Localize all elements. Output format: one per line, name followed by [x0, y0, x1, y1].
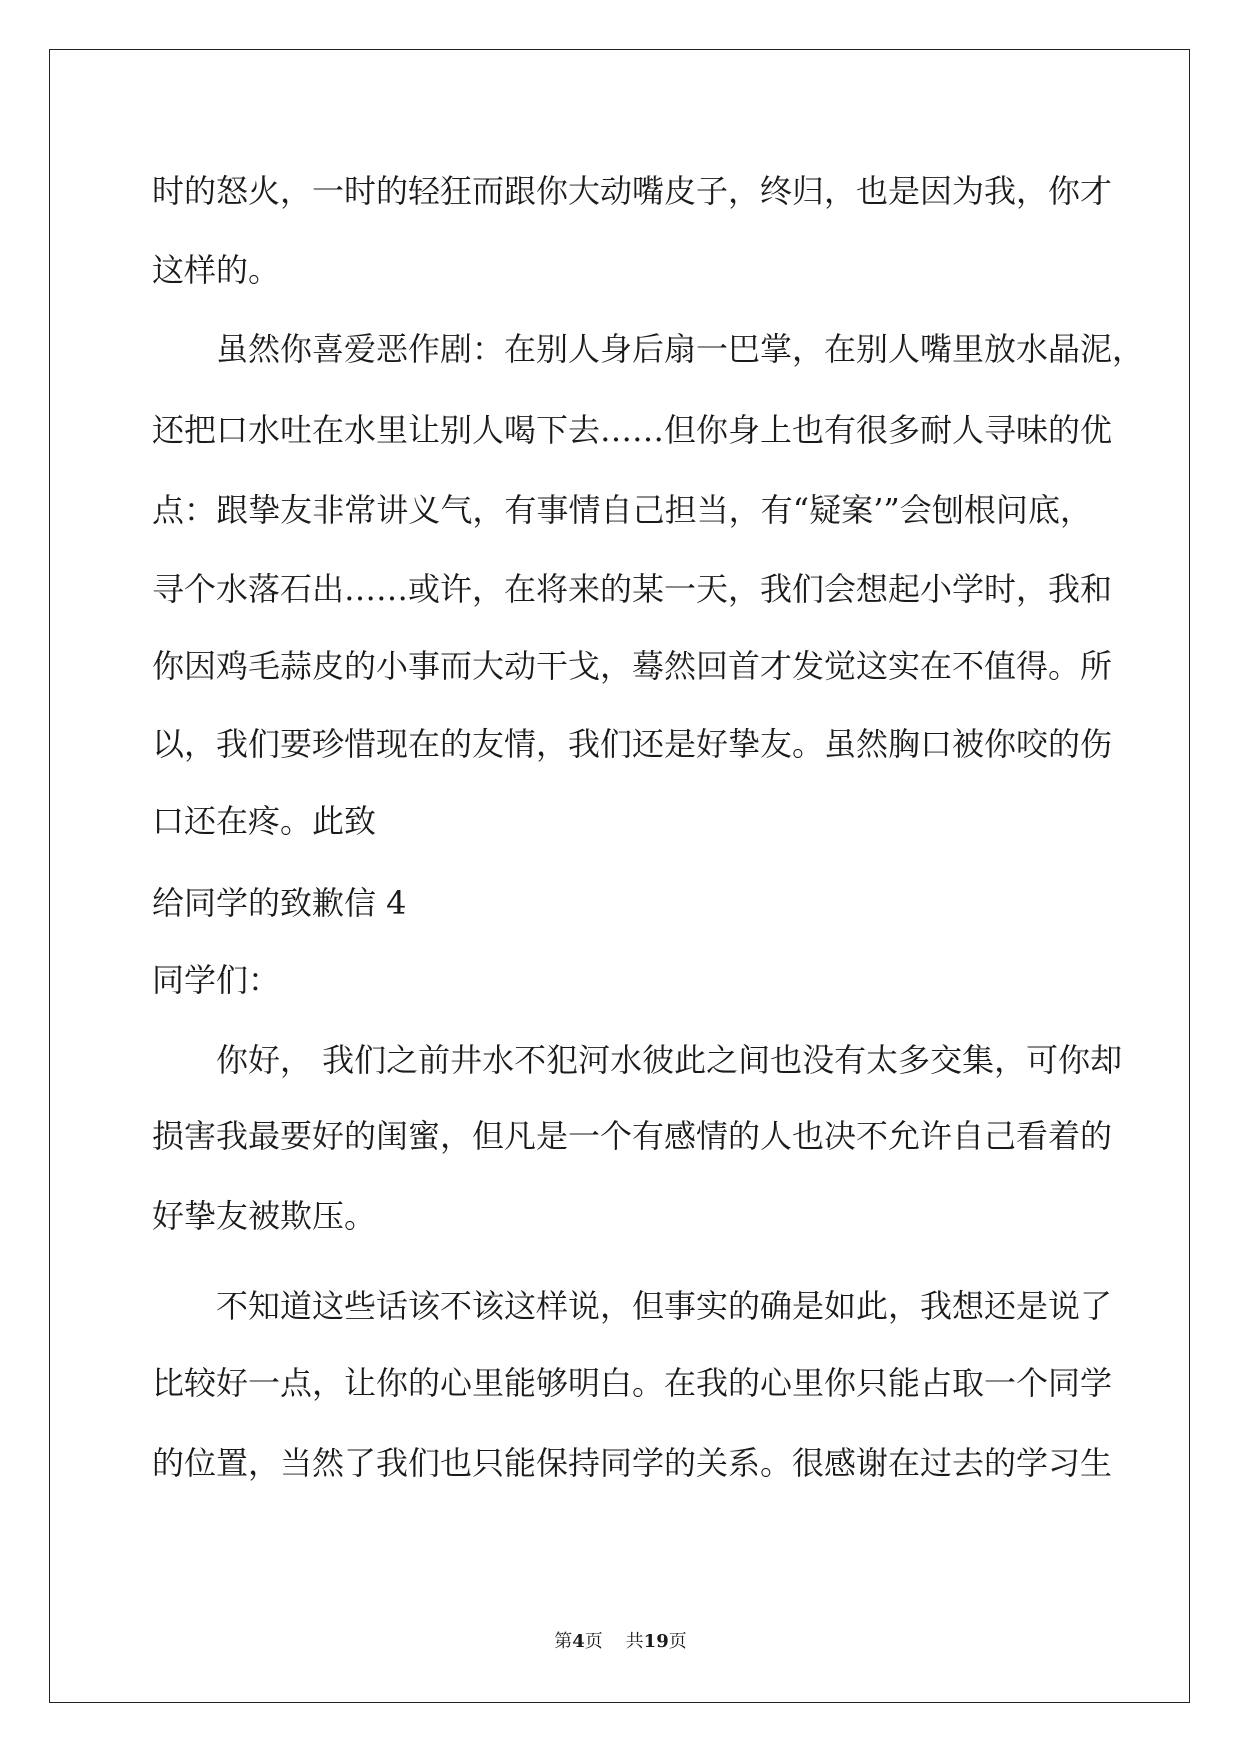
body-line: 比较好一点，让你的心里能够明白。在我的心里你只能占取一个同学 [152, 1364, 1113, 1402]
body-line: 还把口水吐在水里让别人喝下去……但你身上也有很多耐人寻味的优 [152, 411, 1113, 449]
body-line: 好挚友被欺压。 [152, 1197, 377, 1235]
body-line: 寻个水落石出……或许，在将来的某一天，我们会想起小学时，我和 [152, 570, 1113, 608]
body-line: 你好， 我们之前井水不犯河水彼此之间也没有太多交集，可你却 [216, 1041, 1123, 1079]
body-line: 你因鸡毛蒜皮的小事而大动干戈，蓦然回首才发觉这实在不值得。所 [152, 647, 1113, 685]
body-line: 口还在疼。此致 [152, 802, 377, 840]
body-line: 这样的。 [152, 251, 281, 289]
page-number: 4 [572, 1631, 585, 1652]
body-line: 以，我们要珍惜现在的友情，我们还是好挚友。虽然胸口被你咬的伤 [152, 725, 1113, 763]
total-pages: 19 [643, 1631, 669, 1652]
body-line: 的位置，当然了我们也只能保持同学的关系。很感谢在过去的学习生 [152, 1444, 1113, 1482]
body-line: 不知道这些话该不该这样说，但事实的确是如此，我想还是说了 [216, 1287, 1113, 1325]
body-line: 损害我最要好的闺蜜，但凡是一个有感情的人也决不允许自己看着的 [152, 1117, 1113, 1155]
page-suffix: 页 [584, 1631, 603, 1652]
body-line: 虽然你喜爱恶作剧：在别人身后扇一巴掌，在别人嘴里放水晶泥， [216, 330, 1145, 368]
section-heading: 给同学的致歉信 4 [152, 884, 407, 922]
body-line: 点：跟挚友非常讲义气，有事情自己担当，有“疑案’”会刨根问底， [152, 491, 1092, 529]
total-suffix: 页 [668, 1631, 687, 1652]
salutation: 同学们： [152, 961, 281, 999]
body-line: 时的怒火，一时的轻狂而跟你大动嘴皮子，终归，也是因为我，你才 [152, 172, 1113, 210]
total-prefix: 共 [625, 1631, 644, 1652]
page-footer [0, 1627, 1241, 1653]
page-prefix: 第 [554, 1631, 573, 1652]
